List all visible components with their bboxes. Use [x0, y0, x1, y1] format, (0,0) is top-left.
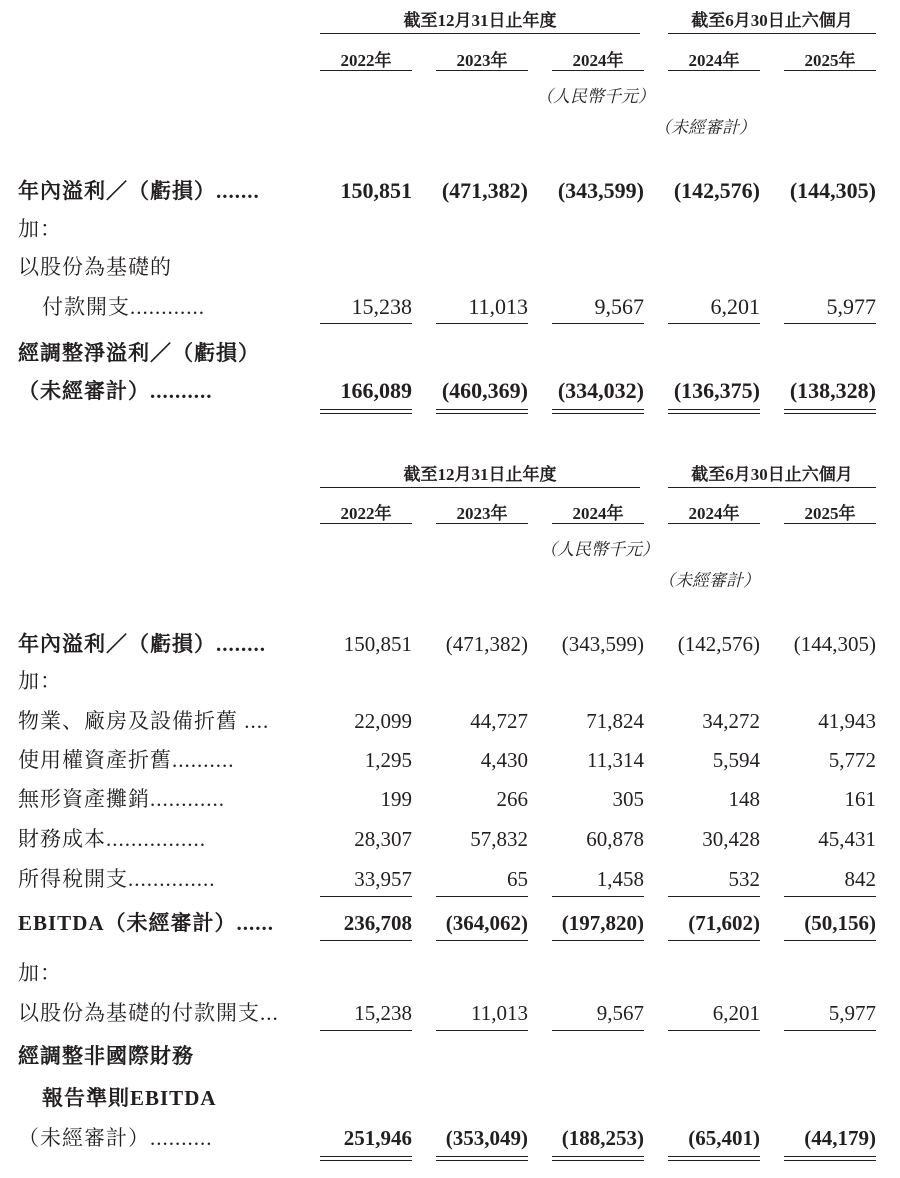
- table2-cell: 15,238: [354, 1001, 412, 1025]
- subtotal-rule: [436, 1030, 528, 1031]
- table2-cell: 266: [496, 787, 528, 811]
- table2-cell: 45,431: [818, 827, 876, 851]
- table2-cell: 842: [844, 867, 876, 891]
- table2-cell: 41,943: [818, 709, 876, 733]
- total-double-rule: [784, 409, 876, 414]
- subtotal-rule: [320, 323, 412, 324]
- table2-row-label: （未經審計）..........: [18, 1126, 213, 1150]
- table1-cell: 6,201: [710, 294, 760, 319]
- subtotal-rule: [436, 896, 528, 897]
- table2-cell: 5,772: [828, 748, 876, 772]
- table2-cell: 22,099: [354, 709, 412, 733]
- total-double-rule: [668, 1156, 760, 1161]
- table2-cell: (71,602): [688, 911, 760, 935]
- subtotal-rule: [320, 1030, 412, 1031]
- table2-interim-group-header: 截至6月30日止六個月: [668, 460, 876, 485]
- table2-cell: (197,820): [561, 911, 644, 935]
- table1-row-label: （未經審計）..........: [18, 379, 213, 403]
- table1-cell: (460,369): [441, 378, 528, 403]
- table2-cell: 199: [380, 787, 412, 811]
- subtotal-rule: [784, 1030, 876, 1031]
- table2-col-header: 2023年: [436, 499, 528, 524]
- table2-cell: 5,977: [828, 1001, 876, 1025]
- table2-cell: 28,307: [354, 827, 412, 851]
- total-double-rule: [436, 1156, 528, 1161]
- table2-row-label: 經調整非國際財務: [18, 1044, 194, 1068]
- table2-cell: 148: [728, 787, 760, 811]
- table1-unaudited-note: （未經審計）: [654, 118, 756, 137]
- table2-row-label: 以股份為基礎的付款開支...: [18, 1001, 279, 1025]
- subtotal-rule: [436, 323, 528, 324]
- subtotal-rule: [552, 1030, 644, 1031]
- table2-cell: 1,458: [596, 867, 644, 891]
- table2-cell: 305: [612, 787, 644, 811]
- table2-cell: 65: [507, 867, 528, 891]
- table1-cell: (136,375): [673, 378, 760, 403]
- total-double-rule: [320, 409, 412, 414]
- table2-cell: 60,878: [586, 827, 644, 851]
- subtotal-rule: [320, 940, 412, 941]
- total-double-rule: [436, 409, 528, 414]
- table2-cell: (44,179): [804, 1126, 876, 1150]
- table2-cell: 251,946: [343, 1126, 412, 1150]
- subtotal-rule: [552, 896, 644, 897]
- subtotal-rule: [784, 323, 876, 324]
- table1-row-label: 以股份為基礎的: [18, 255, 172, 279]
- table1-cell: (471,382): [441, 178, 528, 203]
- table1-cell: (144,305): [789, 178, 876, 203]
- table2-row-label: 所得稅開支..............: [18, 867, 216, 891]
- table1-cell: (142,576): [673, 178, 760, 203]
- table2-row-label: 無形資產攤銷............: [18, 787, 225, 811]
- table1-row-label: 付款開支............: [42, 295, 205, 319]
- table2-cell: 71,824: [586, 709, 644, 733]
- table1-cell: (334,032): [557, 378, 644, 403]
- total-double-rule: [552, 409, 644, 414]
- subtotal-rule: [668, 896, 760, 897]
- table1-unit-note: （人民幣千元）: [536, 87, 655, 106]
- subtotal-rule: [668, 323, 760, 324]
- table2-cell: (343,599): [561, 632, 644, 656]
- table1-cell: 15,238: [351, 294, 412, 319]
- table2-cell: (364,062): [445, 911, 528, 935]
- table2-row-label: 物業、廠房及設備折舊 ....: [18, 709, 270, 733]
- table2-cell: (142,576): [677, 632, 760, 656]
- table2-cell: 57,832: [470, 827, 528, 851]
- subtotal-rule: [668, 940, 760, 941]
- table2-row-label: EBITDA（未經審計）......: [18, 911, 275, 935]
- subtotal-rule: [552, 323, 644, 324]
- table2-row-label: 財務成本................: [18, 827, 206, 851]
- table2-row-label: 年內溢利／（虧損）........: [18, 632, 266, 656]
- subtotal-rule: [784, 940, 876, 941]
- table2-cell: 6,201: [712, 1001, 760, 1025]
- table1-col-header: 2024年: [552, 46, 644, 71]
- table2-unaudited-note: （未經審計）: [658, 571, 760, 590]
- table2-cell: 30,428: [702, 827, 760, 851]
- total-double-rule: [320, 1156, 412, 1161]
- table1-row-label: 加：: [18, 217, 62, 241]
- table2-cell: (144,305): [793, 632, 876, 656]
- table2-col-header: 2024年: [668, 499, 760, 524]
- table1-col-header: 2022年: [320, 46, 412, 71]
- table2-cell: 236,708: [343, 911, 412, 935]
- table2-cell: 44,727: [470, 709, 528, 733]
- subtotal-rule: [552, 940, 644, 941]
- total-double-rule: [668, 409, 760, 414]
- table2-cell: (65,401): [688, 1126, 760, 1150]
- table2-cell: 161: [844, 787, 876, 811]
- subtotal-rule: [436, 940, 528, 941]
- table1-col-header: 2024年: [668, 46, 760, 71]
- table2-row-label: 使用權資產折舊..........: [18, 748, 235, 772]
- table1-cell: 150,851: [340, 178, 412, 203]
- table1-cell: 11,013: [468, 294, 528, 319]
- table2-cell: 9,567: [596, 1001, 644, 1025]
- total-double-rule: [552, 1156, 644, 1161]
- table2-col-header: 2024年: [552, 499, 644, 524]
- table2-cell: (471,382): [445, 632, 528, 656]
- table2-cell: 4,430: [480, 748, 528, 772]
- table2-cell: (188,253): [561, 1126, 644, 1150]
- table1-col-header: 2025年: [784, 46, 876, 71]
- table2-cell: 1,295: [364, 748, 412, 772]
- table2-annual-group-header: 截至12月31日止年度: [320, 460, 640, 485]
- table1-col-header: 2023年: [436, 46, 528, 71]
- table1-row-label: 年內溢利／（虧損）.......: [18, 179, 260, 203]
- table1-interim-group-header: 截至6月30日止六個月: [668, 6, 876, 31]
- table2-row-label: 加：: [18, 961, 62, 985]
- table1-row-label: 經調整淨溢利／（虧損）: [18, 341, 260, 365]
- table2-col-header: 2022年: [320, 499, 412, 524]
- subtotal-rule: [784, 896, 876, 897]
- total-double-rule: [784, 1156, 876, 1161]
- table2-cell: (353,049): [445, 1126, 528, 1150]
- table1-annual-group-header: 截至12月31日止年度: [320, 6, 640, 31]
- table2-row-label: 報告準則EBITDA: [42, 1086, 217, 1110]
- table2-cell: 11,013: [471, 1001, 528, 1025]
- table1-cell: 5,977: [826, 294, 876, 319]
- table1-cell: 9,567: [594, 294, 644, 319]
- subtotal-rule: [668, 1030, 760, 1031]
- table2-cell: 5,594: [712, 748, 760, 772]
- table2-unit-note: （人民幣千元）: [540, 540, 659, 559]
- table2-cell: (50,156): [804, 911, 876, 935]
- table2-cell: 532: [728, 867, 760, 891]
- table1-cell: (138,328): [789, 378, 876, 403]
- table2-cell: 34,272: [702, 709, 760, 733]
- subtotal-rule: [320, 896, 412, 897]
- table2-row-label: 加：: [18, 669, 62, 693]
- table1-cell: 166,089: [340, 378, 412, 403]
- table1-cell: (343,599): [557, 178, 644, 203]
- table2-cell: 11,314: [587, 748, 644, 772]
- table2-col-header: 2025年: [784, 499, 876, 524]
- table2-cell: 150,851: [343, 632, 412, 656]
- table2-cell: 33,957: [354, 867, 412, 891]
